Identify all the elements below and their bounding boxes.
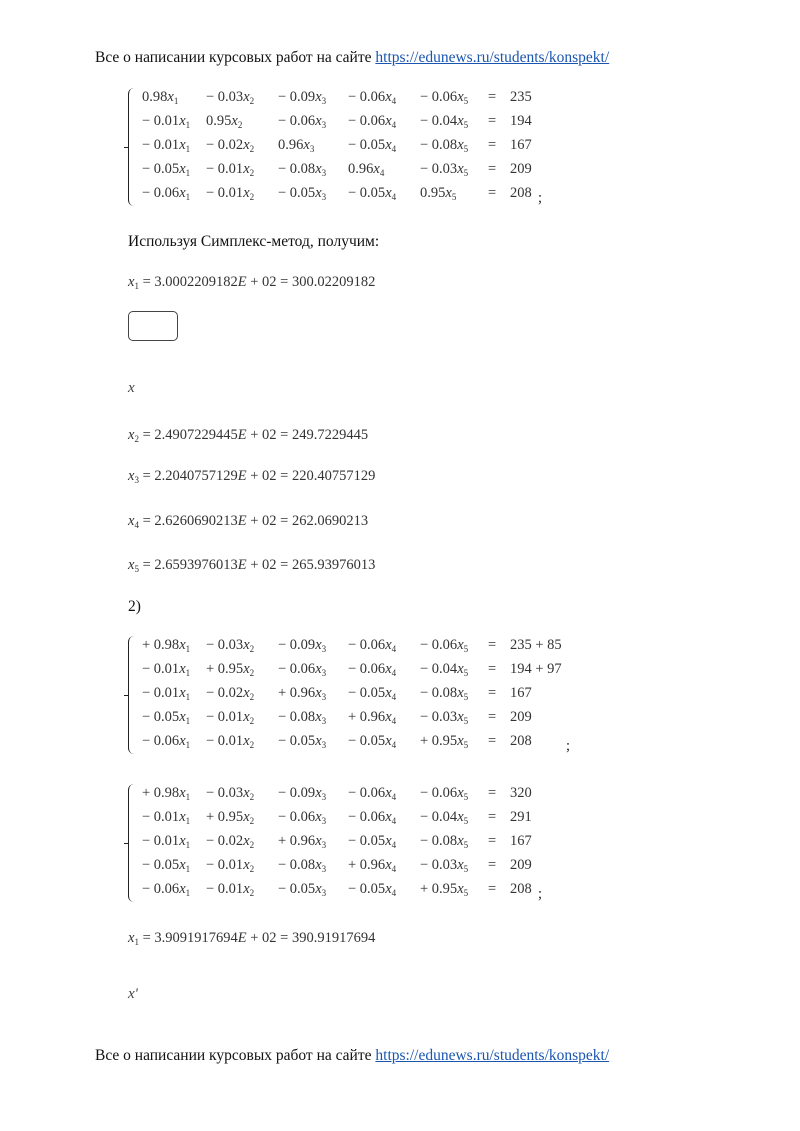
equation-row xyxy=(128,158,588,182)
equation-term: − $0.09x_3$ xyxy=(278,89,327,106)
equation-term: − $0.05x_3$ xyxy=(278,881,327,898)
rhs-value: 320 xyxy=(510,785,532,801)
equals-sign: = xyxy=(488,113,497,129)
rhs-value: 208 xyxy=(510,733,532,749)
rhs-value: 167 xyxy=(510,833,532,849)
equation-term: − $0.06x_5$ xyxy=(420,785,469,802)
equals-sign: = xyxy=(488,733,497,749)
equation-term: − $0.06x_4$ xyxy=(348,113,397,130)
equation-row xyxy=(128,782,588,806)
equation-term: − $0.05x_1$ xyxy=(142,161,191,178)
equation-term: − $0.01x_1$ xyxy=(142,137,191,154)
equation-row xyxy=(128,806,588,830)
equation-row xyxy=(128,634,588,658)
equation-term: − $0.06x_3$ xyxy=(278,809,327,826)
equals-sign: = xyxy=(488,185,497,201)
equation-system-1 xyxy=(128,86,608,208)
page-header xyxy=(95,48,609,68)
header-link[interactable]: https://edunews.ru/students/konspekt/ xyxy=(375,49,610,66)
rhs-value: 167 xyxy=(510,137,532,153)
equation-system-2 xyxy=(128,634,608,756)
rhs-value: 194 + 97 xyxy=(510,661,562,677)
equation-row xyxy=(128,682,588,706)
equation-term: − $0.05x_4$ xyxy=(348,733,397,750)
result-x2: $x_2 = 2.4907229445E + 02 = 249.7229445$ xyxy=(128,427,369,444)
equation-term: − $0.05x_4$ xyxy=(348,685,397,702)
footer-link[interactable]: https://edunews.ru/students/konspekt/ xyxy=(375,1047,610,1064)
equation-term: − $0.05x_3$ xyxy=(278,185,327,202)
equation-row xyxy=(128,658,588,682)
equation-term: − $0.06x_1$ xyxy=(142,733,191,750)
equation-term: − $0.02x_2$ xyxy=(206,137,255,154)
equation-term: − $0.08x_3$ xyxy=(278,857,327,874)
equation-term: − $0.01x_2$ xyxy=(206,161,255,178)
footer-text: Все о написании курсовых работ на сайте xyxy=(95,1047,376,1064)
equation-term: + $0.96x_3$ xyxy=(278,833,327,850)
equation-term: − $0.05x_4$ xyxy=(348,137,397,154)
equals-sign: = xyxy=(488,137,497,153)
result-x5: $x_5 = 2.6593976013E + 02 = 265.93976013$ xyxy=(128,557,376,574)
equation-term: − $0.06x_1$ xyxy=(142,185,191,202)
equation-term: − $0.08x_5$ xyxy=(420,685,469,702)
equation-term: + $0.98x_1$ xyxy=(142,637,191,654)
equation-term: − $0.06x_5$ xyxy=(420,637,469,654)
equation-term: − $0.03x_2$ xyxy=(206,785,255,802)
equation-term: − $0.08x_5$ xyxy=(420,833,469,850)
equation-term: − $0.04x_5$ xyxy=(420,113,469,130)
equation-term: − $0.01x_1$ xyxy=(142,809,191,826)
equals-sign: = xyxy=(488,89,497,105)
equation-term: − $0.01x_1$ xyxy=(142,685,191,702)
equation-term: + $0.98x_1$ xyxy=(142,785,191,802)
equation-term: + $0.96x_4$ xyxy=(348,857,397,874)
equation-term: − $0.06x_4$ xyxy=(348,785,397,802)
equation-term: $0.95x_2$ xyxy=(206,113,243,130)
equation-row xyxy=(128,730,588,754)
equation-term: − $0.01x_2$ xyxy=(206,185,255,202)
equation-term: − $0.06x_4$ xyxy=(348,661,397,678)
equation-term: − $0.05x_4$ xyxy=(348,833,397,850)
equals-sign: = xyxy=(488,833,497,849)
equation-row xyxy=(128,878,588,902)
equation-term: + $0.95x_5$ xyxy=(420,881,469,898)
equation-term: + $0.95x_5$ xyxy=(420,733,469,750)
result-x1: $x_1 = 3.0002209182E + 02 = 300.02209182$ xyxy=(128,274,376,291)
equation-term: + $0.96x_3$ xyxy=(278,685,327,702)
equals-sign: = xyxy=(488,809,497,825)
result-x3: $x_3 = 2.2040757129E + 02 = 220.40757129$ xyxy=(128,468,376,485)
system-terminator: ; xyxy=(566,738,571,754)
equation-term: − $0.03x_5$ xyxy=(420,161,469,178)
equation-row xyxy=(128,182,588,206)
equation-row xyxy=(128,134,588,158)
equation-term: + $0.95x_2$ xyxy=(206,661,255,678)
equation-term: − $0.09x_3$ xyxy=(278,637,327,654)
equation-term: − $0.06x_4$ xyxy=(348,637,397,654)
equation-term: − $0.06x_3$ xyxy=(278,661,327,678)
rhs-value: 209 xyxy=(510,709,532,725)
equation-term: − $0.06x_5$ xyxy=(420,89,469,106)
equation-term: − $0.05x_4$ xyxy=(348,185,397,202)
equation-term: − $0.01x_1$ xyxy=(142,113,191,130)
equation-term: − $0.02x_2$ xyxy=(206,685,255,702)
equation-term: $0.96x_4$ xyxy=(348,161,385,178)
equation-row xyxy=(128,86,588,110)
equation-term: − $0.03x_5$ xyxy=(420,709,469,726)
equation-term: − $0.06x_4$ xyxy=(348,809,397,826)
equation-term: − $0.06x_3$ xyxy=(278,113,327,130)
equation-row xyxy=(128,110,588,134)
equals-sign: = xyxy=(488,857,497,873)
equation-term: + $0.96x_4$ xyxy=(348,709,397,726)
equals-sign: = xyxy=(488,709,497,725)
equation-term: − $0.03x_2$ xyxy=(206,89,255,106)
header-text: Все о написании курсовых работ на сайте xyxy=(95,49,376,66)
equals-sign: = xyxy=(488,661,497,677)
system-terminator: ; xyxy=(538,886,543,902)
empty-box xyxy=(128,311,178,341)
equals-sign: = xyxy=(488,637,497,653)
page-footer xyxy=(95,1046,609,1066)
equation-term: − $0.04x_5$ xyxy=(420,809,469,826)
equation-term: − $0.05x_1$ xyxy=(142,857,191,874)
equation-row xyxy=(128,830,588,854)
result2-x1: $x_1 = 3.9091917694E + 02 = 390.91917694$ xyxy=(128,930,376,947)
intro-text: Используя Симплекс-метод, получим: xyxy=(128,233,380,250)
equation-term: − $0.02x_2$ xyxy=(206,833,255,850)
equation-system-3 xyxy=(128,782,608,904)
equation-term: − $0.06x_1$ xyxy=(142,881,191,898)
lone-variable-x-prime: x' xyxy=(128,986,138,1002)
equation-term: − $0.08x_3$ xyxy=(278,709,327,726)
section-2-label: 2) xyxy=(128,598,141,615)
rhs-value: 167 xyxy=(510,685,532,701)
result-x4: $x_4 = 2.6260690213E + 02 = 262.0690213$ xyxy=(128,513,369,530)
rhs-value: 194 xyxy=(510,113,532,129)
equation-term: − $0.05x_4$ xyxy=(348,881,397,898)
equation-term: − $0.01x_2$ xyxy=(206,733,255,750)
equation-term: − $0.08x_3$ xyxy=(278,161,327,178)
rhs-value: 235 xyxy=(510,89,532,105)
rhs-value: 208 xyxy=(510,881,532,897)
system-terminator: ; xyxy=(538,190,543,206)
equation-term: − $0.09x_3$ xyxy=(278,785,327,802)
equation-term: − $0.04x_5$ xyxy=(420,661,469,678)
equation-term: − $0.05x_1$ xyxy=(142,709,191,726)
equals-sign: = xyxy=(488,685,497,701)
equation-term: − $0.01x_2$ xyxy=(206,709,255,726)
equation-term: − $0.01x_1$ xyxy=(142,833,191,850)
equation-term: + $0.95x_2$ xyxy=(206,809,255,826)
lone-variable-x: x xyxy=(128,380,135,396)
equation-term: − $0.03x_5$ xyxy=(420,857,469,874)
equation-term: − $0.01x_1$ xyxy=(142,661,191,678)
equation-term: $0.95x_5$ xyxy=(420,185,457,202)
rhs-value: 235 + 85 xyxy=(510,637,562,653)
equation-row xyxy=(128,706,588,730)
rhs-value: 209 xyxy=(510,857,532,873)
equation-term: $0.96x_3$ xyxy=(278,137,315,154)
equation-term: − $0.01x_2$ xyxy=(206,857,255,874)
equation-term: − $0.08x_5$ xyxy=(420,137,469,154)
equation-term: $0.98x_1$ xyxy=(142,89,179,106)
equation-term: − $0.06x_4$ xyxy=(348,89,397,106)
rhs-value: 208 xyxy=(510,185,532,201)
equals-sign: = xyxy=(488,161,497,177)
equation-term: − $0.01x_2$ xyxy=(206,881,255,898)
equals-sign: = xyxy=(488,785,497,801)
equation-row xyxy=(128,854,588,878)
equation-term: − $0.05x_3$ xyxy=(278,733,327,750)
rhs-value: 291 xyxy=(510,809,532,825)
equation-term: − $0.03x_2$ xyxy=(206,637,255,654)
equals-sign: = xyxy=(488,881,497,897)
rhs-value: 209 xyxy=(510,161,532,177)
